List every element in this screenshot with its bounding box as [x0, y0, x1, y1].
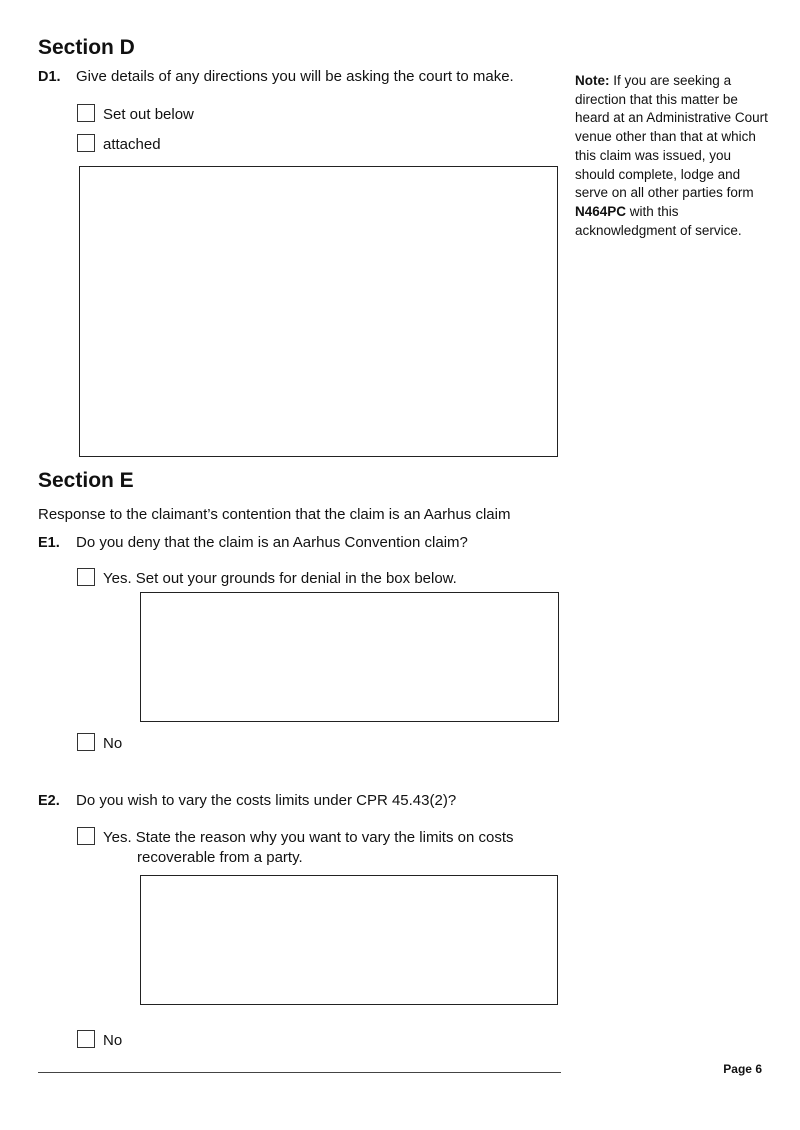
- d1-directions-textbox[interactable]: [79, 166, 558, 457]
- page-number: Page 6: [723, 1062, 762, 1076]
- note-text-after: with this acknowledgment of service.: [575, 203, 742, 238]
- e2-yes-label-line1: Yes. State the reason why you want to vary the limits on costs: [103, 829, 514, 846]
- question-d1-text: Give details of any directions you will be asking the court to make.: [76, 68, 514, 85]
- section-e-heading: Section E: [38, 469, 134, 492]
- question-e1-number: E1.: [38, 535, 60, 551]
- note-label: Note:: [575, 73, 610, 88]
- question-e2-number: E2.: [38, 793, 60, 809]
- e2-no-label: No: [103, 1032, 123, 1049]
- e1-yes-label: Yes. Set out your grounds for denial in the box below.: [103, 570, 457, 587]
- e2-yes-checkbox[interactable]: [77, 827, 95, 845]
- d1-attached-label: attached: [103, 136, 161, 153]
- question-d1-number: D1.: [38, 69, 61, 85]
- e1-grounds-textbox[interactable]: [140, 592, 559, 722]
- e2-yes-label-line2: recoverable from a party.: [137, 849, 303, 866]
- e1-no-checkbox[interactable]: [77, 733, 95, 751]
- e2-no-checkbox[interactable]: [77, 1030, 95, 1048]
- d1-set-out-below-checkbox[interactable]: [77, 104, 95, 122]
- e2-reason-textbox[interactable]: [140, 875, 558, 1005]
- d1-attached-checkbox[interactable]: [77, 134, 95, 152]
- section-d-heading: Section D: [38, 36, 135, 59]
- question-e2-text: Do you wish to vary the costs limits under CPR 45.43(2)?: [76, 792, 457, 809]
- e1-yes-checkbox[interactable]: [77, 568, 95, 586]
- section-e-intro: Response to the claimant’s contention that the claim is an Aarhus claim: [38, 506, 511, 523]
- note-form-code: N464PC: [575, 203, 627, 219]
- footer-divider: [38, 1072, 561, 1073]
- e1-no-label: No: [103, 735, 123, 752]
- d1-set-out-below-label: Set out below: [103, 106, 194, 123]
- note-box: [575, 72, 770, 240]
- question-e1-text: Do you deny that the claim is an Aarhus Convention claim?: [76, 534, 468, 551]
- note-text-before: If you are seeking a direction that this matter be heard at an Administrative Court venue other than that at which this claim was issued, you should complete, lodge and serve on all other parties form: [575, 73, 768, 201]
